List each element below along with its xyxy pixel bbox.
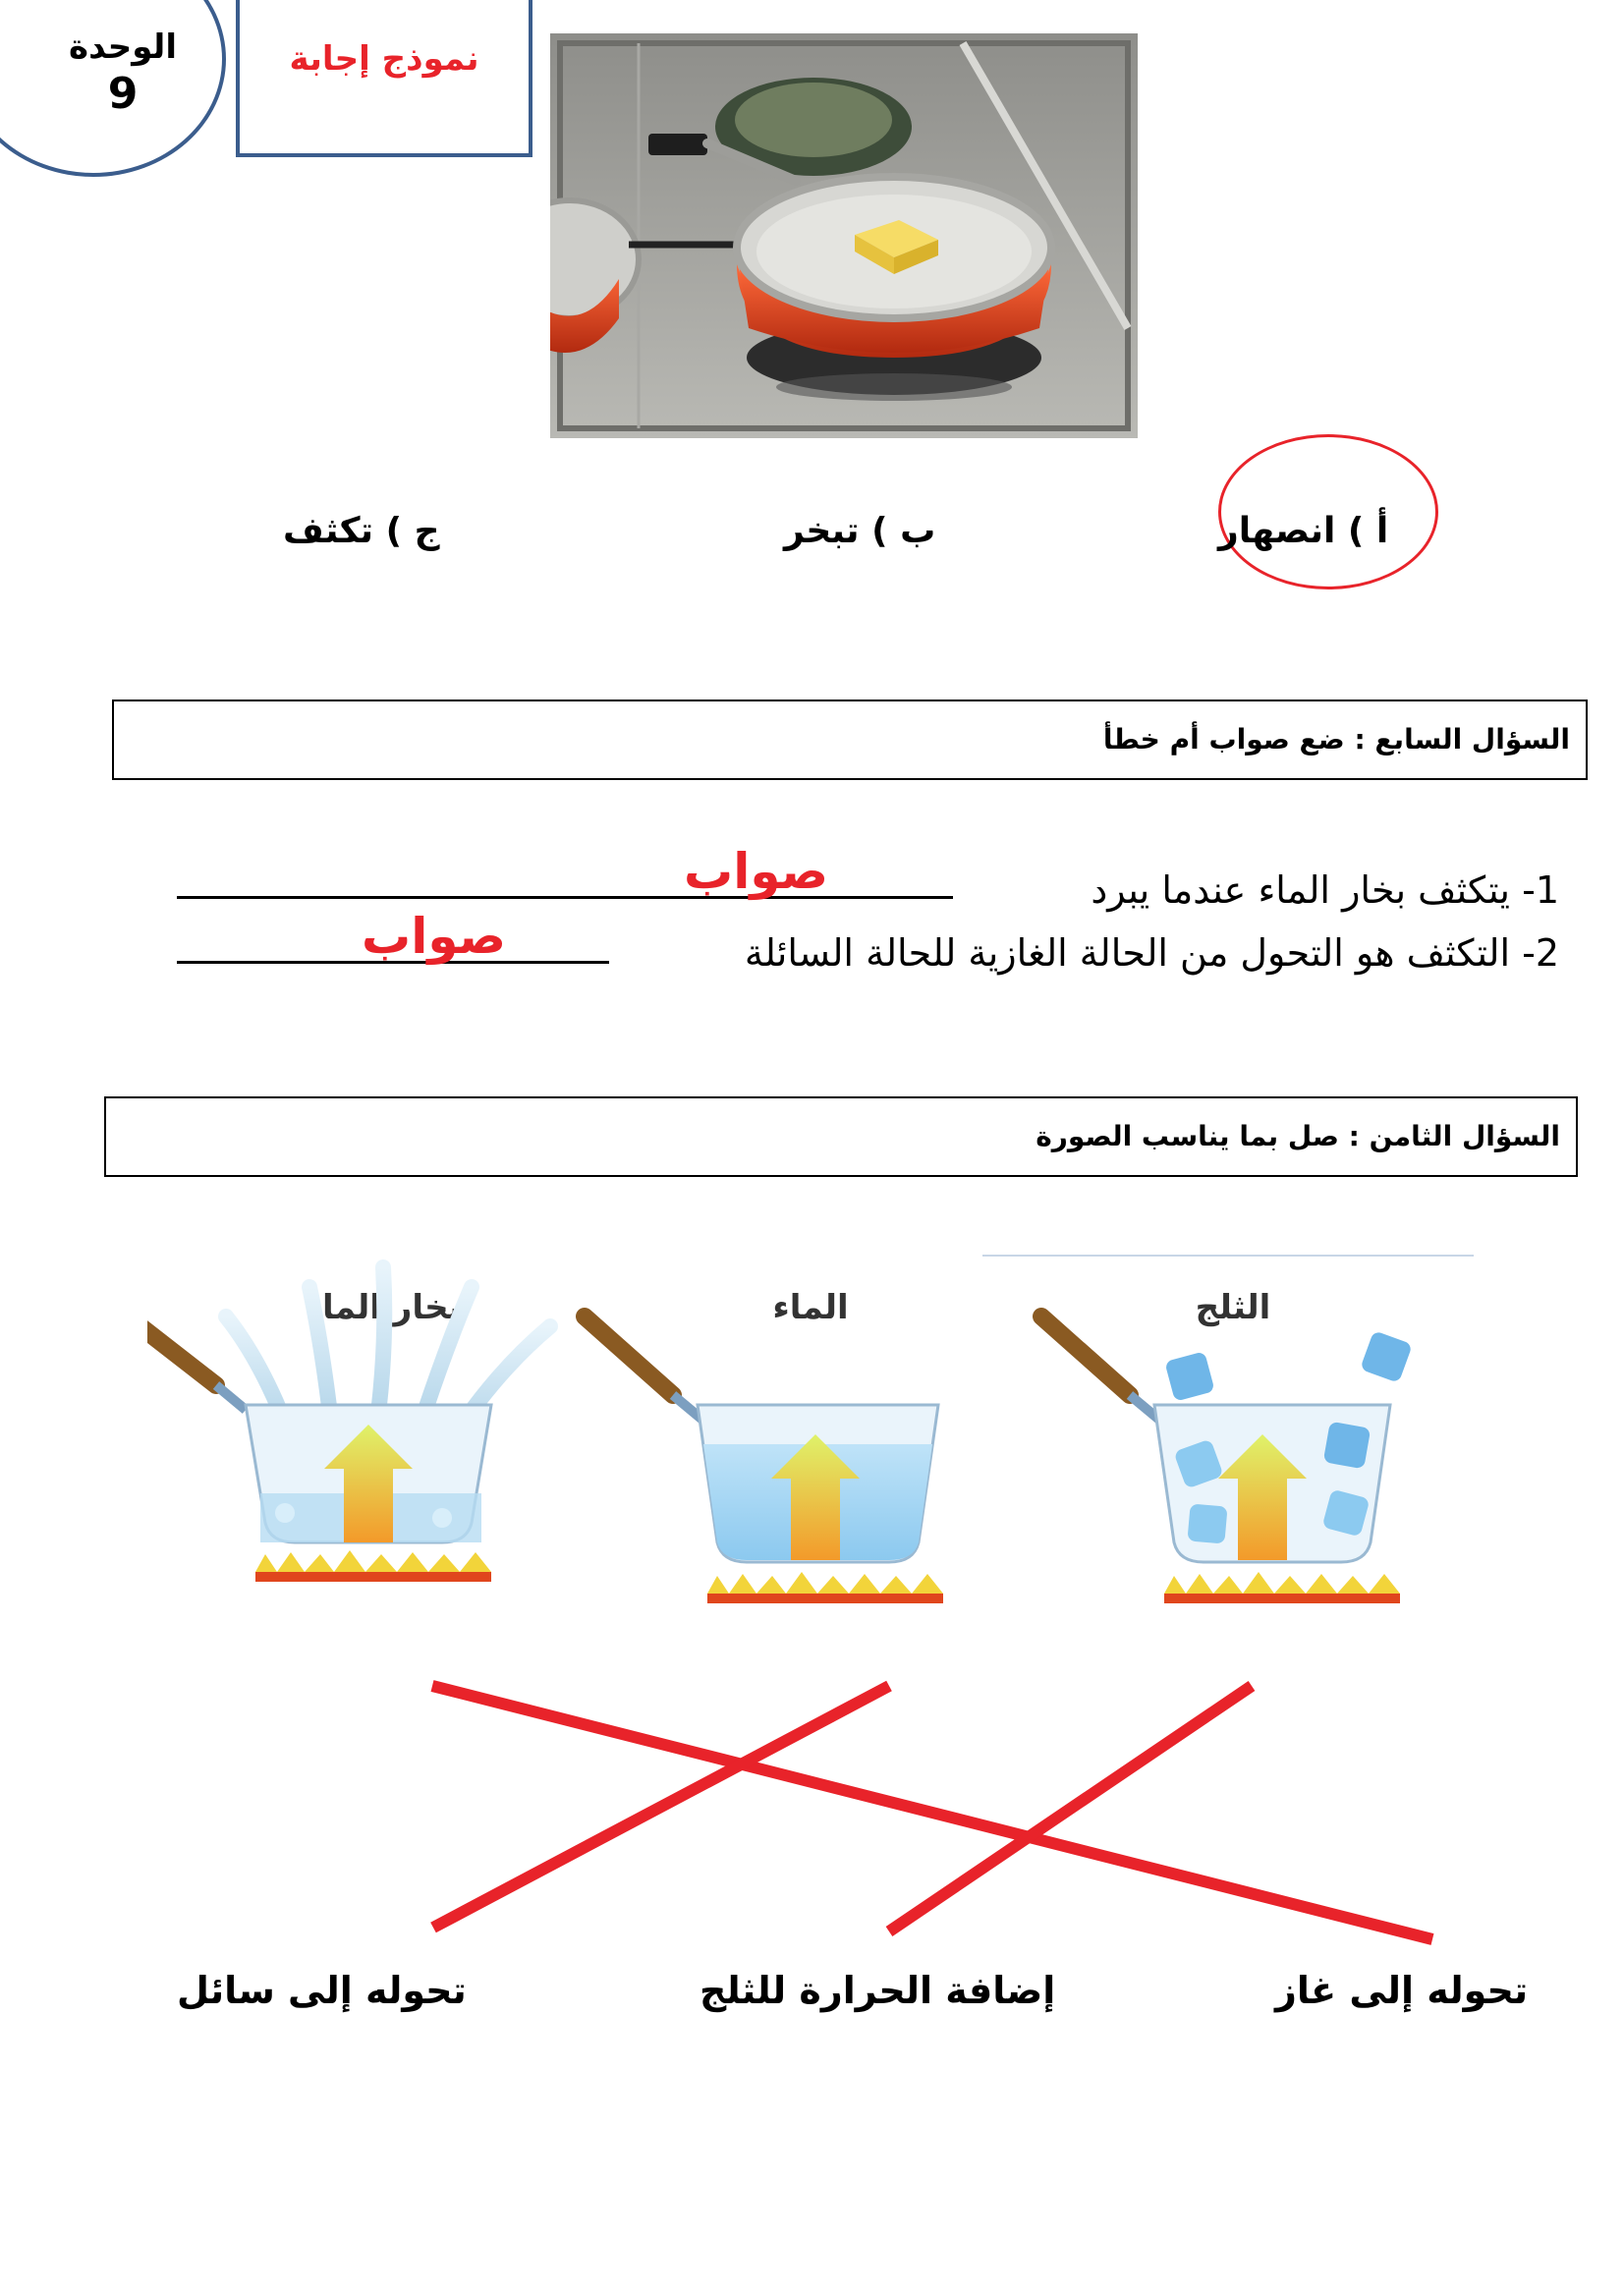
choice-b-letter: ب ) — [871, 511, 936, 551]
unit-label: الوحدة — [69, 28, 177, 67]
answer-line-1[interactable] — [177, 896, 953, 899]
states-of-water-illustration — [147, 1248, 1493, 1709]
label-to-gas[interactable]: تحوله إلى غاز — [1275, 1969, 1529, 2012]
unit-number: 9 — [107, 69, 139, 119]
question7-title: السؤال السابع : ضع صواب أم خطأ — [1102, 723, 1570, 756]
answer-2: صواب — [362, 908, 507, 965]
caption-water: الماء — [772, 1288, 849, 1327]
answer-model-label: نموذج إجابة — [289, 39, 479, 79]
pan-on-stove-photo — [550, 33, 1138, 438]
answer-model-box — [236, 0, 532, 157]
choice-c-text: تكثف — [283, 511, 374, 551]
match-line-ice — [889, 1686, 1252, 1931]
question8-title: السؤال الثامن : صل بما يناسب الصورة — [1036, 1120, 1560, 1152]
question7-title-box — [112, 700, 1588, 780]
choice-c-letter: ج ) — [385, 511, 440, 551]
choice-c[interactable] — [283, 511, 440, 551]
ice-pot — [1041, 1288, 1413, 1603]
label-to-liquid[interactable]: تحوله إلى سائل — [177, 1969, 467, 2012]
choice-b-text: تبخر — [784, 511, 860, 551]
caption-steam: بخار الماء — [305, 1288, 462, 1327]
choice-b[interactable] — [784, 511, 935, 551]
answer-1: صواب — [684, 843, 829, 900]
label-add-heat[interactable]: إضافة الحرارة للثلج — [700, 1969, 1056, 2012]
statement-2: 2- التكثف هو التحول من الحالة الغازية للحالة السائلة — [744, 931, 1559, 975]
caption-ice: الثلج — [1195, 1288, 1271, 1327]
water-pot — [585, 1288, 943, 1603]
statement-1: 1- يتكثف بخار الماء عندما يبرد — [1091, 868, 1559, 912]
choice-a-letter: أ ) — [1347, 511, 1389, 551]
question8-title-box — [104, 1096, 1578, 1177]
choice-a[interactable] — [1218, 511, 1388, 551]
unit-badge — [0, 0, 226, 177]
match-line-steam — [432, 1686, 1432, 1939]
steam-pot — [147, 1267, 550, 1582]
match-line-water — [433, 1686, 889, 1928]
choice-a-text: انصهار — [1218, 511, 1336, 551]
